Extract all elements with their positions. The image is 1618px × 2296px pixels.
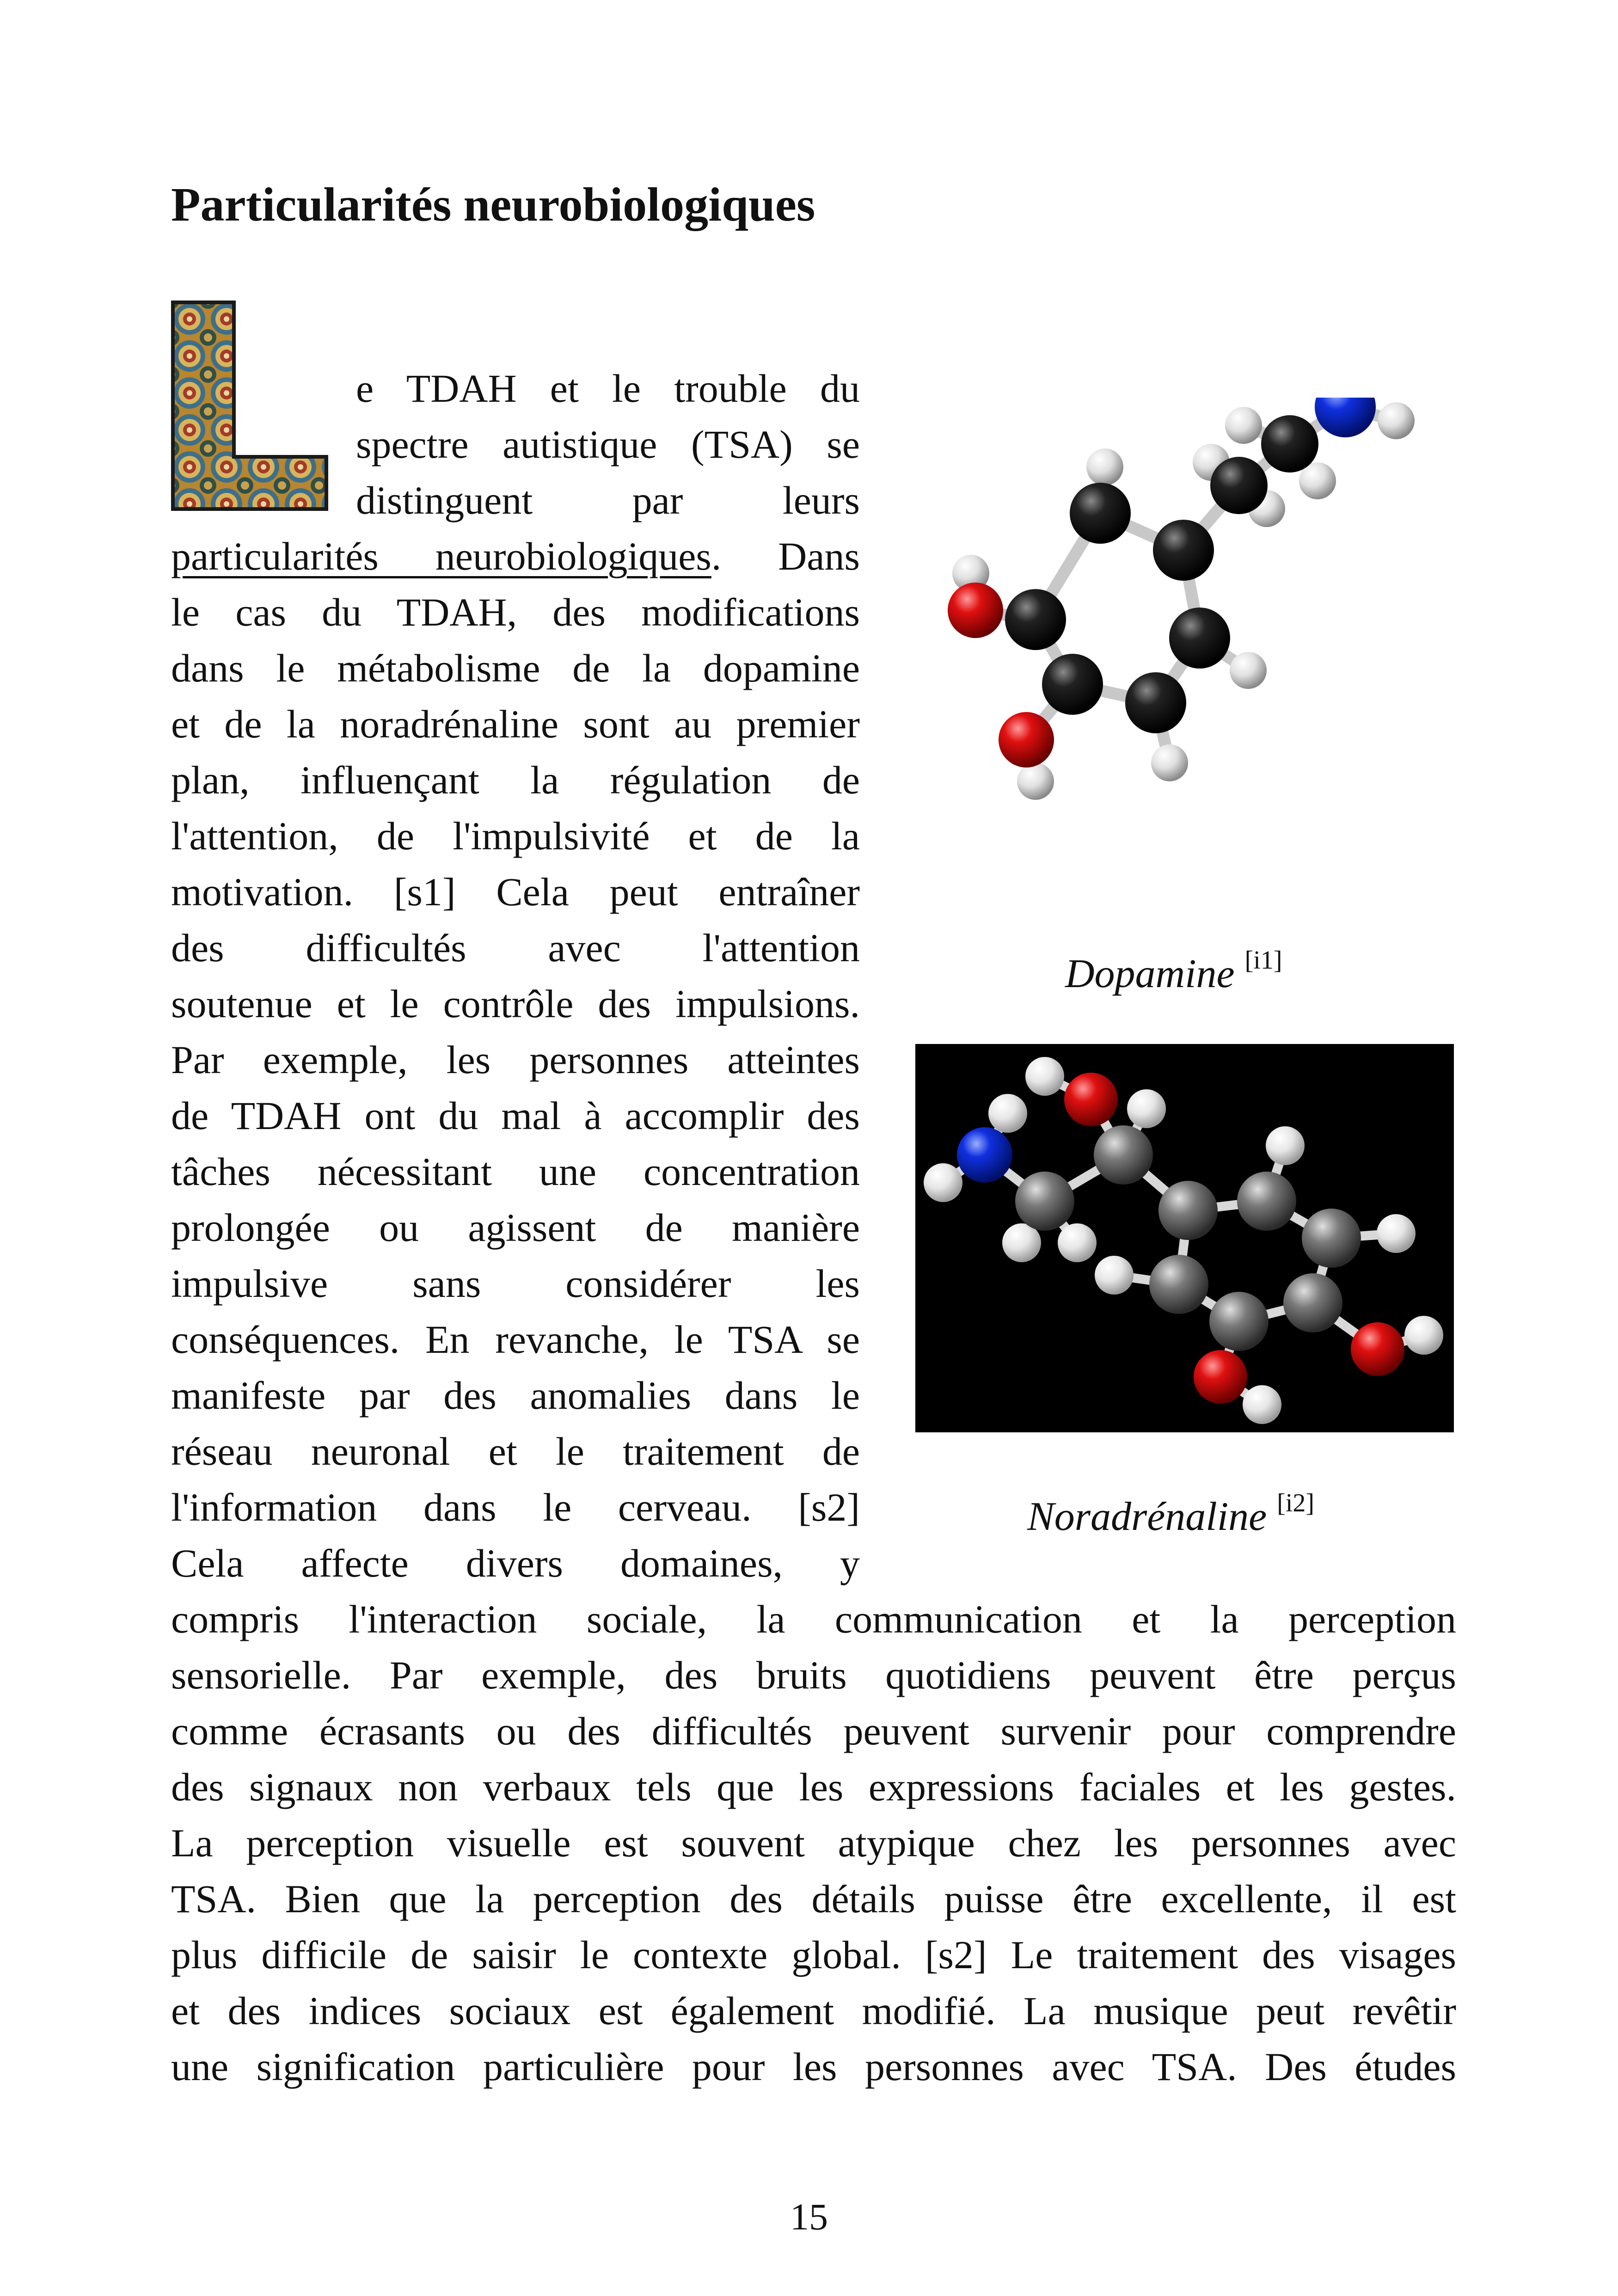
caption-text: Dopamine <box>1065 952 1235 996</box>
body-line: conséquences. En revanche, le TSA se <box>171 1317 860 1362</box>
body-line: distinguent par leurs <box>356 478 860 522</box>
body-line: le cas du TDAH, des modifications <box>171 590 860 634</box>
body-line: impulsive sans considérer les <box>171 1261 860 1306</box>
body-line: Par exemple, les personnes atteintes <box>171 1037 860 1082</box>
body-line: La perception visuelle est souvent atypique chez les personnes avec <box>171 1821 1456 1865</box>
body-line: sensorielle. Par exemple, des bruits quotidiens peuvent être perçus <box>171 1653 1456 1697</box>
body-line-text: . Dans <box>711 534 860 578</box>
dropcap-letter-l <box>171 301 328 511</box>
caption-text: Noradrénaline <box>1027 1494 1267 1539</box>
body-line: prolongée ou agissent de manière <box>171 1205 860 1250</box>
body-line: comme écrasants ou des difficultés peuvent survenir pour comprendre <box>171 1709 1456 1753</box>
dopamine-molecule-image <box>920 398 1465 878</box>
page-number: 15 <box>790 2196 828 2238</box>
body-line: dans le métabolisme de la dopamine <box>171 646 860 690</box>
body-line: motivation. [s1] Cela peut entraîner <box>171 870 860 914</box>
figure-caption-noradrenaline <box>1027 1478 1314 1542</box>
body-line: e TDAH et le trouble du <box>356 366 860 411</box>
figure-caption-dopamine <box>1065 935 1282 1000</box>
noradrenaline-molecule-image <box>915 1044 1454 1432</box>
body-line: l'information dans le cerveau. [s2] <box>171 1485 860 1529</box>
body-line: TSA. Bien que la perception des détails puisse être excellente, il est <box>171 1877 1456 1921</box>
section-title: Particularités neurobiologiques <box>171 178 815 231</box>
body-line: et des indices sociaux est également modifié. La musique peut revêtir <box>171 1989 1456 2033</box>
underlined-term: particularités neurobiologiques <box>171 534 711 578</box>
body-line: soutenue et le contrôle des impulsions. <box>171 982 860 1026</box>
image-reference: [i1] <box>1244 946 1282 975</box>
body-line: tâches nécessitant une concentration <box>171 1149 860 1194</box>
body-line: des difficultés avec l'attention <box>171 926 860 970</box>
body-line: des signaux non verbaux tels que les expressions faciales et les gestes. <box>171 1765 1456 1809</box>
body-line: une signification particulière pour les personnes avec TSA. Des études <box>171 2044 1456 2089</box>
body-line: Cela affecte divers domaines, y <box>171 1541 860 1585</box>
body-line: compris l'interaction sociale, la communication et la perception <box>171 1597 1456 1641</box>
body-line: de TDAH ont du mal à accomplir des <box>171 1093 860 1138</box>
body-line <box>171 528 860 585</box>
body-line: manifeste par des anomalies dans le <box>171 1373 860 1418</box>
body-line: plan, influençant la régulation de <box>171 758 860 802</box>
body-line: l'attention, de l'impulsivité et de la <box>171 814 860 858</box>
image-reference: [i2] <box>1277 1489 1315 1517</box>
body-line: réseau neuronal et le traitement de <box>171 1429 860 1473</box>
body-line: plus difficile de saisir le contexte global. [s2] Le traitement des visages <box>171 1933 1456 1977</box>
body-line: spectre autistique (TSA) se <box>356 422 860 467</box>
body-line: et de la noradrénaline sont au premier <box>171 702 860 746</box>
